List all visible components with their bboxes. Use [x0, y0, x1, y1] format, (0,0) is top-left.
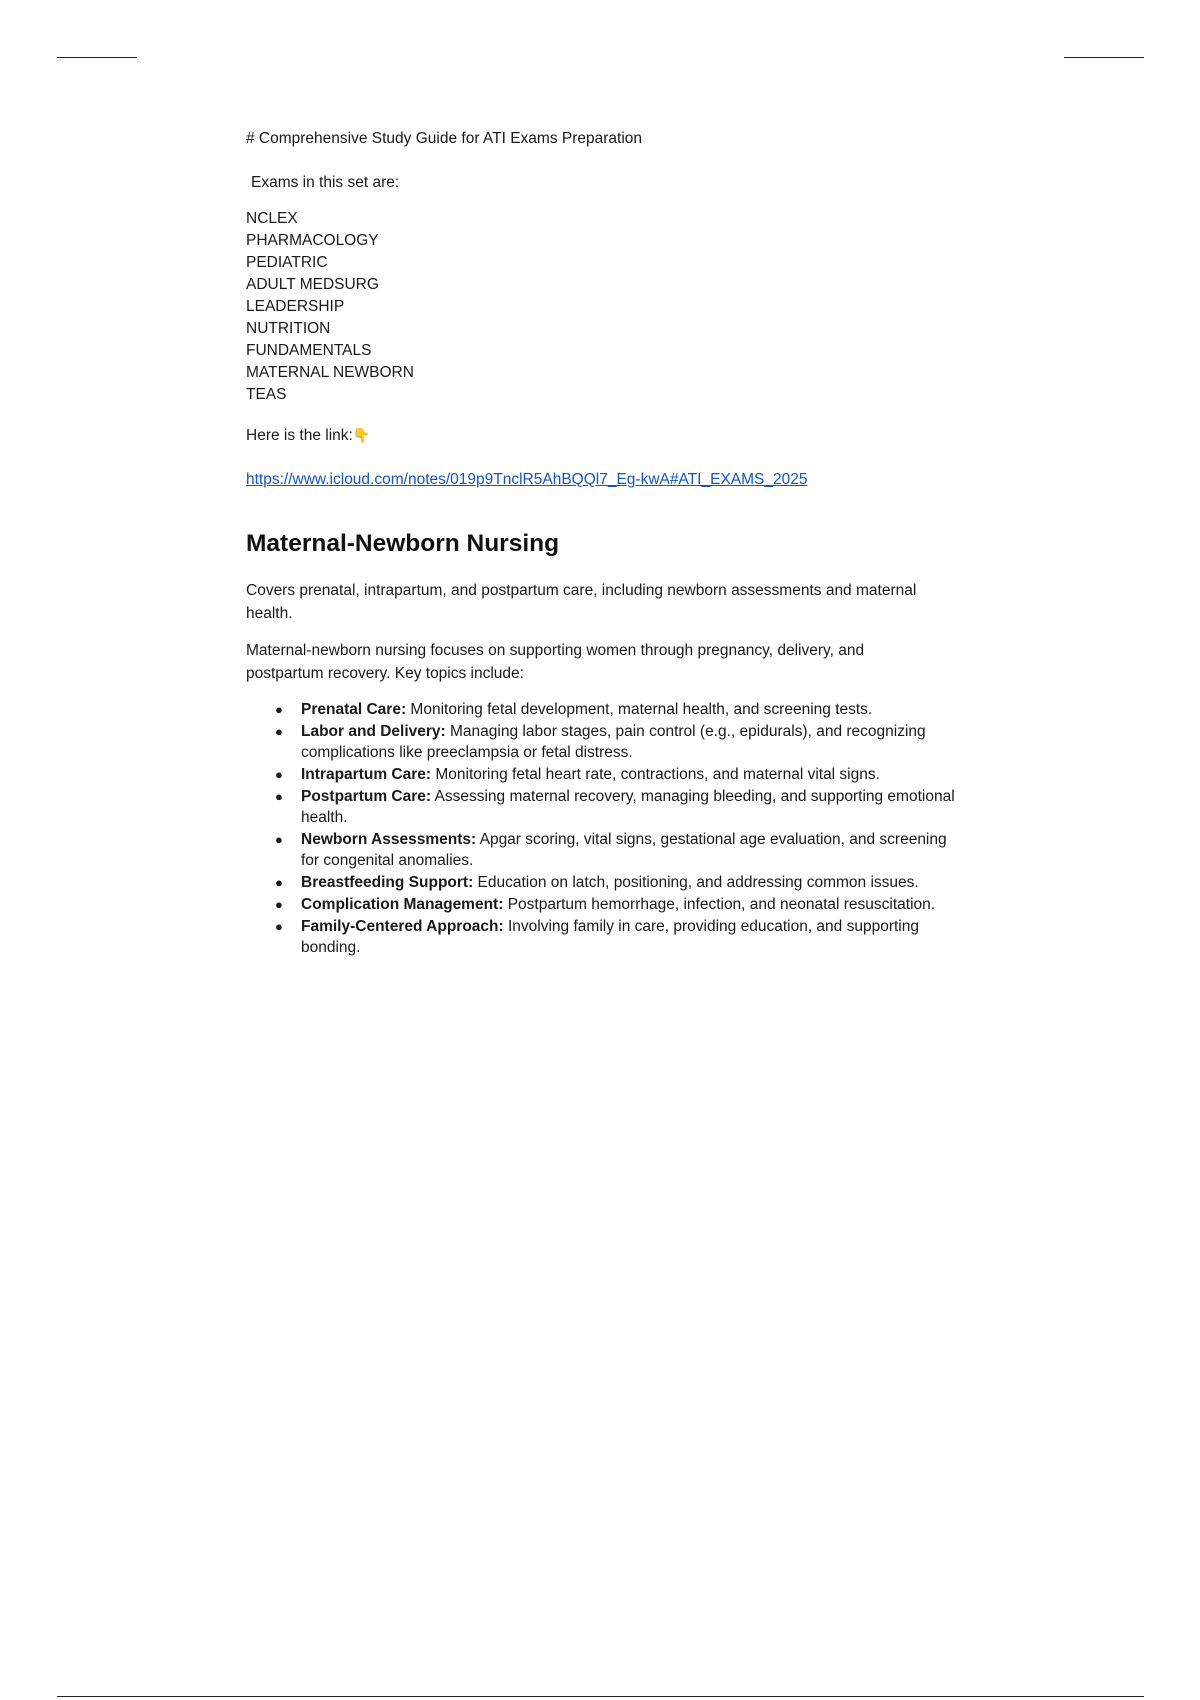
list-item	[275, 699, 961, 720]
notes-link[interactable]: https://www.icloud.com/notes/019p9TnclR5AhBQQl7_Eg-kwA#ATI_EXAMS_2025	[246, 471, 808, 488]
list-item	[275, 786, 961, 828]
topic-detail: Assessing maternal recovery, managing bleeding, and supporting emotional health.	[301, 788, 955, 826]
exam-item: PEDIATRIC	[246, 254, 328, 271]
bullet-icon: ●	[275, 767, 283, 782]
topic-term: Complication Management:	[301, 896, 504, 913]
bullet-icon: ●	[275, 897, 283, 912]
exam-item: LEADERSHIP	[246, 298, 345, 315]
bullet-icon: ●	[275, 919, 283, 934]
exam-item: ADULT MEDSURG	[246, 276, 379, 293]
bullet-icon: ●	[275, 789, 283, 804]
topic-detail: Education on latch, positioning, and addressing common issues.	[473, 874, 919, 891]
exam-item: PHARMACOLOGY	[246, 232, 379, 249]
topic-term: Labor and Delivery:	[301, 723, 446, 740]
topic-term: Breastfeeding Support:	[301, 874, 474, 891]
topic-detail: Involving family in care, providing education, and supporting bonding.	[301, 918, 919, 956]
exam-list	[246, 208, 936, 406]
link-intro	[246, 424, 936, 447]
topic-detail: Monitoring fetal heart rate, contractions, and maternal vital signs.	[431, 766, 880, 783]
topic-list	[246, 699, 961, 958]
top-left-rule	[57, 57, 137, 58]
top-right-rule	[1064, 57, 1144, 58]
bullet-icon: ●	[275, 724, 283, 739]
list-item	[275, 894, 961, 915]
exams-intro: Exams in this set are:	[251, 174, 400, 191]
topic-detail: Managing labor stages, pain control (e.g., epidurals), and recognizing complications like preeclampsia or fetal distress.	[301, 723, 926, 761]
bullet-icon: ●	[275, 832, 283, 847]
bullet-icon: ●	[275, 875, 283, 890]
exam-item: MATERNAL NEWBORN	[246, 364, 414, 381]
exam-item: TEAS	[246, 386, 287, 403]
list-item	[275, 829, 961, 871]
topic-detail: Monitoring fetal development, maternal health, and screening tests.	[406, 701, 873, 718]
topic-term: Family-Centered Approach:	[301, 918, 504, 935]
document-heading-line: # Comprehensive Study Guide for ATI Exams Preparation	[246, 130, 643, 147]
topic-detail: Apgar scoring, vital signs, gestational age evaluation, and screening for congenital anomalies.	[301, 831, 947, 869]
list-item	[275, 764, 961, 785]
exam-item: NUTRITION	[246, 320, 331, 337]
list-item	[275, 872, 961, 893]
bullet-icon: ●	[275, 702, 283, 717]
topic-term: Intrapartum Care:	[301, 766, 432, 783]
exam-item: FUNDAMENTALS	[246, 342, 372, 359]
section-description: Maternal-newborn nursing focuses on supporting women through pregnancy, delivery, and postpartum recovery. Key topics include:	[246, 642, 865, 682]
list-item	[275, 916, 961, 958]
topic-term: Prenatal Care:	[301, 701, 407, 718]
pointing-down-icon: 👇	[352, 427, 371, 443]
bottom-rule	[57, 1696, 1144, 1697]
section-title: Maternal-Newborn Nursing	[246, 530, 560, 557]
link-intro-text: Here is the link:	[246, 427, 353, 444]
page-content	[246, 128, 955, 959]
topic-term: Newborn Assessments:	[301, 831, 477, 848]
topic-term: Postpartum Care:	[301, 788, 432, 805]
section-summary: Covers prenatal, intrapartum, and postpartum care, including newborn assessments and maternal health.	[246, 582, 917, 622]
list-item	[275, 721, 961, 763]
topic-detail: Postpartum hemorrhage, infection, and neonatal resuscitation.	[503, 896, 936, 913]
exam-item: NCLEX	[246, 210, 298, 227]
